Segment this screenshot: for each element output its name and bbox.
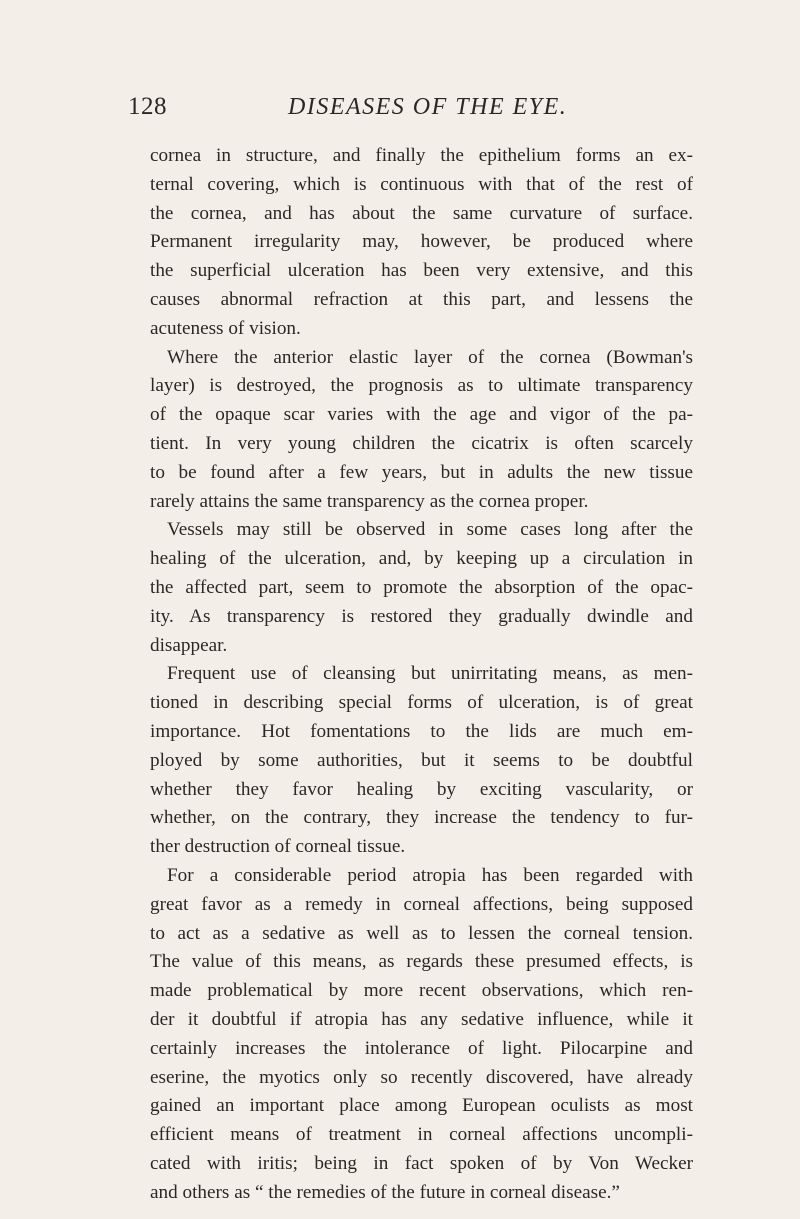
running-title: DISEASES OF THE EYE.: [288, 94, 568, 120]
text-line: importance. Hot fomentations to the lids are much em-: [150, 720, 693, 742]
text-line: ternal covering, which is continuous with that of the rest of: [150, 173, 693, 195]
text-line: For a considerable period atropia has been regarded with: [167, 864, 693, 886]
text-line: acuteness of vision.: [150, 317, 301, 339]
text-line: The value of this means, as regards these presumed effects, is: [150, 951, 693, 973]
text-line: Frequent use of cleansing but unirritating means, as men-: [167, 663, 693, 685]
text-line: cornea in structure, and finally the epithelium forms an ex-: [150, 145, 693, 166]
text-line: gained an important place among European oculists as most: [150, 1095, 693, 1117]
page-header: [128, 93, 688, 127]
text-line: efficient means of treatment in corneal affections uncompli-: [150, 1124, 693, 1146]
text-line: rarely attains the same transparency as the cornea proper.: [150, 490, 589, 512]
text-line: certainly increases the intolerance of light. Pilocarpine and: [150, 1037, 693, 1059]
body-text: [150, 142, 693, 1207]
text-line: and others as “ the remedies of the future in corneal disease.”: [150, 1181, 620, 1203]
text-line: great favor as a remedy in corneal affections, being supposed: [150, 893, 693, 915]
text-line: whether, on the contrary, they increase the tendency to fur-: [150, 807, 693, 829]
text-line: tioned in describing special forms of ulceration, is of great: [150, 692, 693, 714]
text-line: causes abnormal refraction at this part, and lessens the: [150, 288, 693, 310]
page-number: 128: [128, 93, 167, 120]
text-line: to be found after a few years, but in adults the new tissue: [150, 461, 693, 483]
text-line: the superficial ulceration has been very extensive, and this: [150, 260, 693, 282]
text-line: healing of the ulceration, and, by keeping up a circulation in: [150, 548, 693, 570]
text-line: the affected part, seem to promote the absorption of the opac-: [150, 576, 693, 598]
text-line: ployed by some authorities, but it seems to be doubtful: [150, 749, 693, 771]
text-line: tient. In very young children the cicatrix is often scarcely: [150, 432, 693, 454]
text-line: made problematical by more recent observations, which ren-: [150, 980, 693, 1002]
text-line: Where the anterior elastic layer of the cornea (Bowman's: [167, 346, 693, 368]
text-line: ther destruction of corneal tissue.: [150, 836, 406, 858]
text-line: of the opaque scar varies with the age and vigor of the pa-: [150, 404, 693, 426]
text-line: layer) is destroyed, the prognosis as to ultimate transparency: [150, 375, 693, 397]
text-line: ity. As transparency is restored they gradually dwindle and: [150, 605, 693, 627]
text-line: der it doubtful if atropia has any sedative influence, while it: [150, 1008, 693, 1030]
text-line: Vessels may still be observed in some cases long after the: [167, 519, 693, 541]
text-line: eserine, the myotics only so recently discovered, have already: [150, 1066, 693, 1088]
text-line: Permanent irregularity may, however, be produced where: [150, 231, 693, 253]
text-line: whether they favor healing by exciting vascularity, or: [150, 778, 693, 800]
text-line: to act as a sedative as well as to lessen the corneal tension.: [150, 922, 693, 944]
text-line: disappear.: [150, 634, 228, 656]
text-line: the cornea, and has about the same curvature of surface.: [150, 202, 693, 224]
text-line: cated with iritis; being in fact spoken of by Von Wecker: [150, 1152, 693, 1174]
